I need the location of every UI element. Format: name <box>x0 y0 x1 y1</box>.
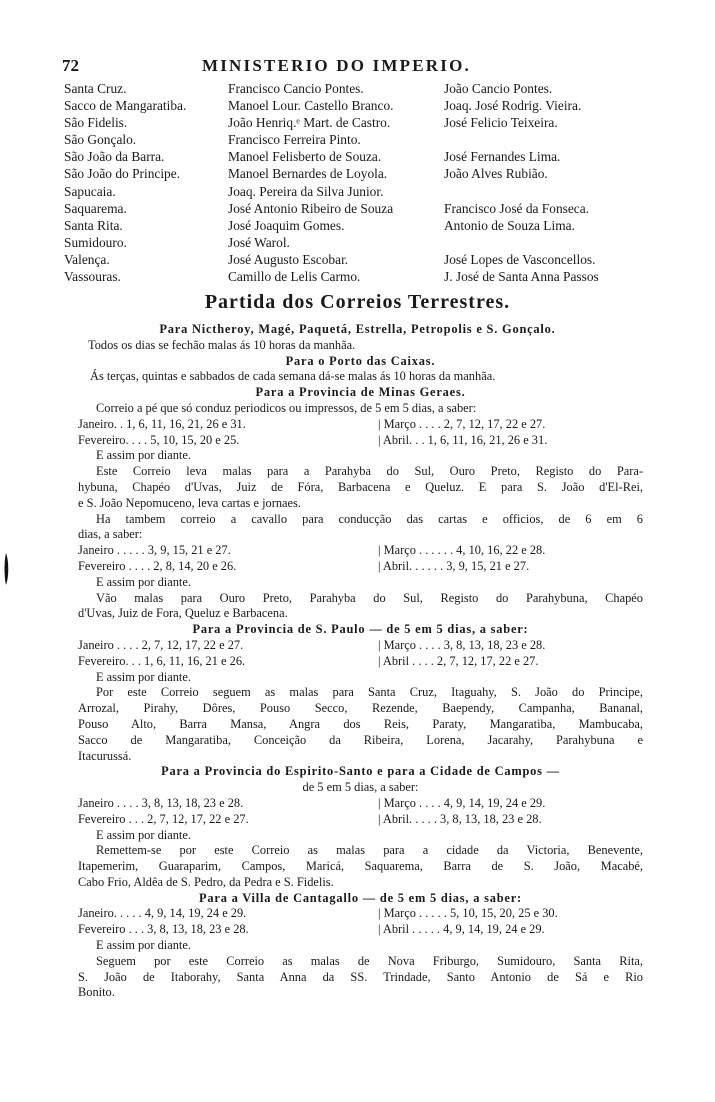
directory-row <box>64 131 644 148</box>
directory-row <box>64 148 644 165</box>
paragraph-line: de 5 em 5 dias, a saber: <box>302 780 419 795</box>
margin-mark <box>3 553 9 585</box>
schedule-row <box>78 433 643 449</box>
schedule-right: | Abril . . . . . 4, 9, 14, 19, 24 e 29. <box>378 922 545 937</box>
directory-row <box>64 80 644 97</box>
paragraph-line: Itacurussá. <box>78 748 132 763</box>
schedule-left: Janeiro. . 1, 6, 11, 16, 21, 26 e 31. <box>78 416 246 431</box>
directory-row <box>64 183 644 200</box>
place-name: Santa Cruz. <box>64 81 127 96</box>
agent-name: Manoel Bernardes de Loyola. <box>228 166 388 182</box>
page-number: 72 <box>62 56 79 75</box>
deputy-name: Francisco José da Fonseca. <box>444 200 590 216</box>
paragraph-line: Pouso Alto, Barra Mansa, Angra dos Reis, Paraty, Mangaratiba, Mambucaba, <box>78 716 643 731</box>
schedule-row <box>78 796 643 812</box>
schedule-left: Janeiro . . . . . 3, 9, 15, 21 e 27. <box>78 543 231 558</box>
deputy-name: Joaq. José Rodrig. Vieira. <box>444 98 582 114</box>
paragraph-line: d'Uvas, Juiz de Fora, Queluz e Barbacena. <box>78 606 288 621</box>
paragraph-line: E assim por diante. <box>96 574 191 589</box>
directory-row <box>64 217 644 234</box>
route-heading: Para a Provincia de Minas Geraes. <box>255 385 466 400</box>
schedule-right: | Abril. . . . . . 3, 9, 15, 21 e 27. <box>378 558 530 573</box>
route-heading: Para a Villa de Cantagallo — de 5 em 5 dias, a saber: <box>199 890 522 905</box>
schedule-row <box>78 812 643 828</box>
route-heading: Para o Porto das Caixas. <box>285 353 436 368</box>
schedule-right: | Março . . . . . . 4, 10, 16, 22 e 28. <box>378 543 546 558</box>
paragraph-line: Correio a pé que só conduz periodicos ou impressos, de 5 em 5 dias, a saber: <box>96 400 477 415</box>
route-heading: Para a Provincia do Espirito-Santo e para a Cidade de Campos — <box>161 764 560 779</box>
deputy-name: José Felicio Teixeira. <box>444 115 558 131</box>
directory-row <box>64 97 644 114</box>
paragraph-line: Por este Correio seguem as malas para Santa Cruz, Itaguahy, S. João do Principe, <box>96 685 643 700</box>
schedule-right: | Março . . . . 2, 7, 12, 17, 22 e 27. <box>378 416 546 431</box>
paragraph-line: Todos os dias se fechão malas ás 10 horas da manhãa. <box>88 337 356 352</box>
schedule-right: | Abril. . . 1, 6, 11, 16, 21, 26 e 31. <box>378 432 548 447</box>
directory-row <box>64 268 644 285</box>
paragraph-line: dias, a saber: <box>78 527 143 542</box>
agent-name: Francisco Cancio Pontes. <box>228 81 364 96</box>
agent-name: Manoel Lour. Castello Branco. <box>228 98 394 114</box>
schedule-row <box>78 638 643 654</box>
paragraph-line: E assim por diante. <box>96 938 191 953</box>
place-name: Santa Rita. <box>64 217 123 233</box>
running-title: MINISTERIO DO IMPERIO. <box>202 56 471 75</box>
paragraph-line: Vão malas para Ouro Preto, Parahyba do Sul, Registo do Parahybuna, Chapéo <box>96 590 643 605</box>
schedule-left: Fevereiro . . . . 2, 8, 14, 20 e 26. <box>78 558 237 573</box>
agent-name: Camillo de Lelis Carmo. <box>228 269 361 285</box>
directory-row <box>64 234 644 251</box>
paragraph-line: Itapemerim, Guaraparim, Campos, Maricá, Saquarema, Barra de S. João, Macabé, <box>78 859 643 874</box>
schedule-left: Fevereiro . . . 2, 7, 12, 17, 22 e 27. <box>78 811 249 826</box>
agent-name: José Augusto Escobar. <box>228 251 349 267</box>
deputy-name: Antonio de Souza Lima. <box>444 217 575 233</box>
deputy-name: José Lopes de Vasconcellos. <box>444 251 596 267</box>
schedule-left: Fevereiro. . . . 5, 10, 15, 20 e 25. <box>78 432 240 447</box>
paragraph-line: Bonito. <box>78 985 115 1000</box>
schedule-right: | Março . . . . . 5, 10, 15, 20, 25 e 30. <box>378 906 558 921</box>
deputy-name: João Alves Rubião. <box>444 166 548 182</box>
paragraph-line: E assim por diante. <box>96 827 191 842</box>
agent-name: José Antonio Ribeiro de Souza <box>228 200 394 216</box>
schedule-row <box>78 417 643 433</box>
schedule-right: | Abril. . . . . 3, 8, 13, 18, 23 e 28. <box>378 811 542 826</box>
paragraph-line: S. João de Itaborahy, Santa Anna da SS. Trindade, Santo Antonio de Sá e Rio <box>78 969 643 984</box>
schedule-left: Janeiro. . . . . 4, 9, 14, 19, 24 e 29. <box>78 906 247 921</box>
route-heading: Para a Provincia de S. Paulo — de 5 em 5 dias, a saber: <box>192 622 529 637</box>
schedule-right: | Março . . . . 3, 8, 13, 18, 23 e 28. <box>378 637 546 652</box>
directory-row <box>64 200 644 217</box>
correios-text <box>78 322 643 1001</box>
paragraph-line: Remettem-se por este Correio as malas para a cidade da Victoria, Benevente, <box>96 843 643 858</box>
place-name: Saquarema. <box>64 200 127 216</box>
schedule-left: Janeiro . . . . 3, 8, 13, 18, 23 e 28. <box>78 795 244 810</box>
agent-name: Joaq. Pereira da Silva Junior. <box>228 183 384 199</box>
place-name: São João da Barra. <box>64 149 165 165</box>
directory-list <box>64 80 644 285</box>
paragraph-line: Ás terças, quintas e sabbados de cada semana dá-se malas ás 10 horas da manhãa. <box>90 369 496 384</box>
deputy-name: J. José de Santa Anna Passos <box>444 269 599 285</box>
paragraph-line: Seguem por este Correio as malas de Nova Friburgo, Sumidouro, Santa Rita, <box>96 953 643 968</box>
place-name: São Gonçalo. <box>64 132 137 148</box>
paragraph-line: Cabo Frio, Aldêa de S. Pedro, da Pedra e S. Fidelis. <box>78 874 334 889</box>
paragraph-line: Sacco de Mangaratiba, Conceição da Ribeira, Lorena, Jacarahy, Parahybuna e <box>78 732 643 747</box>
schedule-left: Janeiro . . . . 2, 7, 12, 17, 22 e 27. <box>78 637 244 652</box>
place-name: Sapucaia. <box>64 183 116 199</box>
agent-name: José Warol. <box>228 234 290 250</box>
place-name: São Fidelis. <box>64 115 128 131</box>
page-header <box>62 56 652 78</box>
place-name: Sacco de Mangaratiba. <box>64 98 187 114</box>
place-name: São João do Principe. <box>64 166 181 182</box>
directory-row <box>64 251 644 268</box>
schedule-row <box>78 543 643 559</box>
section-title: Partida dos Correios Terrestres. <box>204 291 511 313</box>
schedule-row <box>78 654 643 670</box>
directory-row <box>64 114 644 131</box>
deputy-name: João Cancio Pontes. <box>444 81 553 96</box>
place-name: Sumidouro. <box>64 234 127 250</box>
paragraph-line: hybuna, Chapéo d'Uvas, Juiz de Fóra, Barbacena e Queluz. E para S. João d'El-Rei, <box>78 479 643 494</box>
schedule-right: | Abril . . . . 2, 7, 12, 17, 22 e 27. <box>378 653 539 668</box>
schedule-row <box>78 922 643 938</box>
paragraph-line: E assim por diante. <box>96 669 191 684</box>
schedule-left: Fevereiro . . . 3, 8, 13, 18, 23 e 28. <box>78 922 249 937</box>
agent-name: João Henriq.ᵉ Mart. de Castro. <box>228 115 391 131</box>
schedule-row <box>78 906 643 922</box>
paragraph-line: Este Correio leva malas para a Parahyba do Sul, Ouro Preto, Registo do Para- <box>96 464 643 479</box>
paragraph-line: e S. João Nepomuceno, leva cartas e jornaes. <box>78 495 301 510</box>
deputy-name: José Fernandes Lima. <box>444 149 561 165</box>
route-heading: Para Nictheroy, Magé, Paquetá, Estrella, Petropolis e S. Gonçalo. <box>159 322 556 336</box>
place-name: Vassouras. <box>64 269 121 285</box>
agent-name: Francisco Ferreira Pinto. <box>228 132 361 148</box>
paragraph-line: E assim por diante. <box>96 448 191 463</box>
schedule-left: Fevereiro. . . 1, 6, 11, 16, 21 e 26. <box>78 653 246 668</box>
place-name: Valença. <box>64 251 110 267</box>
paragraph-line: Ha tambem correio a cavallo para conducção das cartas e officios, de 6 em 6 <box>96 511 643 526</box>
agent-name: Manoel Felisberto de Souza. <box>228 149 382 165</box>
schedule-row <box>78 559 643 575</box>
directory-row <box>64 165 644 182</box>
paragraph-line: Arrozal, Pirahy, Dôres, Pouso Secco, Rezende, Baependy, Campanha, Bananal, <box>78 701 643 716</box>
agent-name: José Joaquim Gomes. <box>228 217 345 233</box>
schedule-right: | Março . . . . 4, 9, 14, 19, 24 e 29. <box>378 795 546 810</box>
